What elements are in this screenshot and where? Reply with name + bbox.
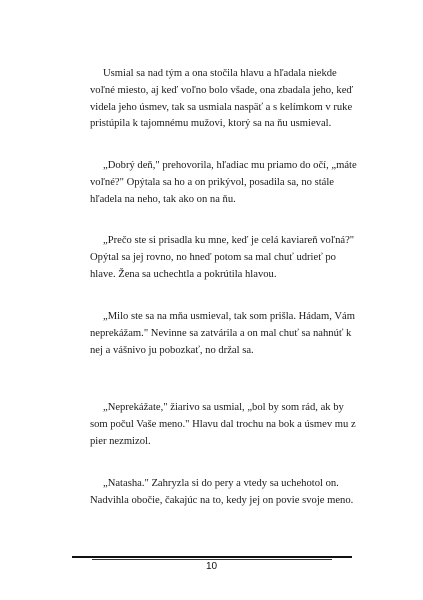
paragraph-text: „Neprekážate," žiarivo sa usmial, „bol by som rád, ak by som počul Vaše meno." Hlavu dal trochu na bok a úsmev mu z pier nezmizol.	[90, 402, 356, 447]
paragraph	[90, 233, 360, 283]
paragraph-text: „Prečo ste si prisadla ku mne, keď je celá kaviareň voľná?" Opýtal sa jej rovno, no hneď potom sa mal chuť udrieť po hlave. Žena sa uchechtla a pokrútila hlavou.	[90, 235, 355, 280]
paragraph-text: „Dobrý deň," prehovorila, hľadiac mu priamo do očí, „máte voľné?" Opýtala sa ho a on prikývol, posadila sa, no stále hľadela na neho, tak ako on na ňu.	[90, 160, 357, 205]
paragraph-text: „Natasha." Zahryzla si do pery a vtedy sa uchehotol on. Nadvihla obočie, čakajúc na to, kedy jej on povie svoje meno.	[90, 478, 354, 506]
paragraph-text: Usmial sa nad tým a ona stočila hlavu a hľadala niekde voľné miesto, aj keď voľno bolo všade, ona zbadala jeho, keď videla jeho úsmev, tak sa usmiala naspäť a s kelímkom v ruke pristúpila k tajomnému mužovi, ktorý sa na ňu usmieval.	[90, 68, 354, 130]
paragraph	[90, 309, 360, 359]
paragraph	[90, 158, 360, 208]
paragraph-text: „Milo ste sa na mňa usmieval, tak som prišla. Hádam, Vám neprekážam." Nevinne sa zatvárila a on mal chuť sa nahnúť k nej a vášnivo ju pobozkať, no držal sa.	[90, 311, 355, 356]
footer-divider	[72, 556, 352, 558]
paragraph	[90, 400, 360, 450]
page-number: 10	[205, 561, 218, 572]
paragraph	[90, 476, 360, 510]
paragraph	[90, 66, 360, 133]
